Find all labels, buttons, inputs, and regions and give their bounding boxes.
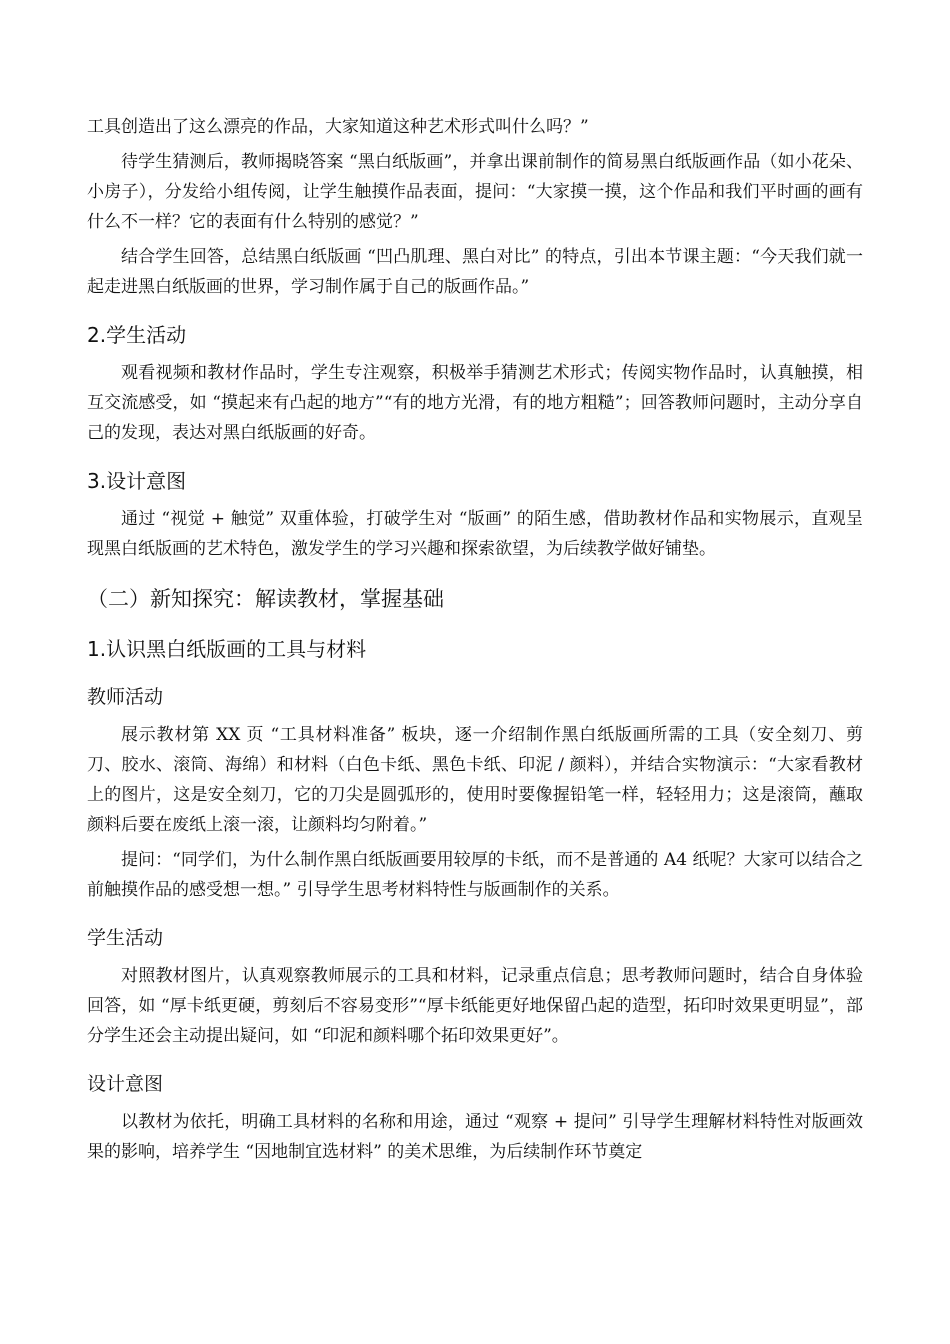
heading-student-activity-2: 学生活动 xyxy=(87,927,164,949)
paragraph-teacher-activity: 展示教材第 XX 页 “工具材料准备” 板块，逐一介绍制作黑白纸版画所需的工具（安全刻刀、剪刀、胶水、滚筒、海绵）和材料（白色卡纸、黑色卡纸、印泥 / 颜料），并结合实物演示：“大家看教材上的图片，这是安全刻刀，它的刀尖是圆弧形的，使用时要像握铅笔一样，轻轻用力；这是滚筒，蘸取颜料后要在废纸上滚一滚，让颜料均匀附着。” xyxy=(87,725,863,835)
document-page xyxy=(87,112,863,1167)
heading-teacher-activity: 教师活动 xyxy=(87,686,164,708)
paragraph-design-intent-2: 以教材为依托，明确工具材料的名称和用途，通过 “观察 + 提问” 引导学生理解材料特性对版画效果的影响，培养学生 “因地制宜选材料” 的美术思维，为后续制作环节奠定 xyxy=(87,1112,863,1162)
paragraph-design-intent: 通过 “视觉 + 触觉” 双重体验，打破学生对 “版画” 的陌生感，借助教材作品和实物展示，直观呈现黑白纸版画的艺术特色，激发学生的学习兴趣和探索欲望，为后续教学做好铺垫。 xyxy=(87,509,863,559)
paragraph-summary: 结合学生回答，总结黑白纸版画 “凹凸肌理、黑白对比” 的特点，引出本节课主题：“今天我们就一起走进黑白纸版画的世界，学习制作属于自己的版画作品。” xyxy=(87,247,863,297)
heading-tools-materials: 1.认识黑白纸版画的工具与材料 xyxy=(87,637,367,661)
heading-design-intent: 3.设计意图 xyxy=(87,469,187,493)
heading-section-two: （二）新知探究：解读教材，掌握基础 xyxy=(87,587,444,611)
heading-student-activity: 2.学生活动 xyxy=(87,323,187,347)
heading-design-intent-2: 设计意图 xyxy=(87,1073,164,1095)
paragraph-teacher-reveal: 待学生猜测后，教师揭晓答案 “黑白纸版画”，并拿出课前制作的简易黑白纸版画作品（如小花朵、小房子），分发给小组传阅，让学生触摸作品表面，提问：“大家摸一摸，这个作品和我们平时画的画有什么不一样？它的表面有什么特别的感觉？” xyxy=(87,152,863,232)
paragraph-teacher-question: 提问：“同学们，为什么制作黑白纸版画要用较厚的卡纸，而不是普通的 A4 纸呢？大家可以结合之前触摸作品的感受想一想。” 引导学生思考材料特性与版画制作的关系。 xyxy=(87,850,863,900)
paragraph-student-activity-2: 对照教材图片，认真观察教师展示的工具和材料，记录重点信息；思考教师问题时，结合自身体验回答，如 “厚卡纸更硬，剪刻后不容易变形”“厚卡纸能更好地保留凸起的造型，拓印时效果更明显”，部分学生还会主动提出疑问，如 “印泥和颜料哪个拓印效果更好”。 xyxy=(87,966,863,1046)
paragraph-student-activity: 观看视频和教材作品时，学生专注观察，积极举手猜测艺术形式；传阅实物作品时，认真触摸，相互交流感受，如 “摸起来有凸起的地方”“有的地方光滑，有的地方粗糙”；回答教师问题时，主动分享自己的发现，表达对黑白纸版画的好奇。 xyxy=(87,363,863,443)
paragraph-intro-continued: 工具创造出了这么漂亮的作品，大家知道这种艺术形式叫什么吗？” xyxy=(87,117,589,137)
